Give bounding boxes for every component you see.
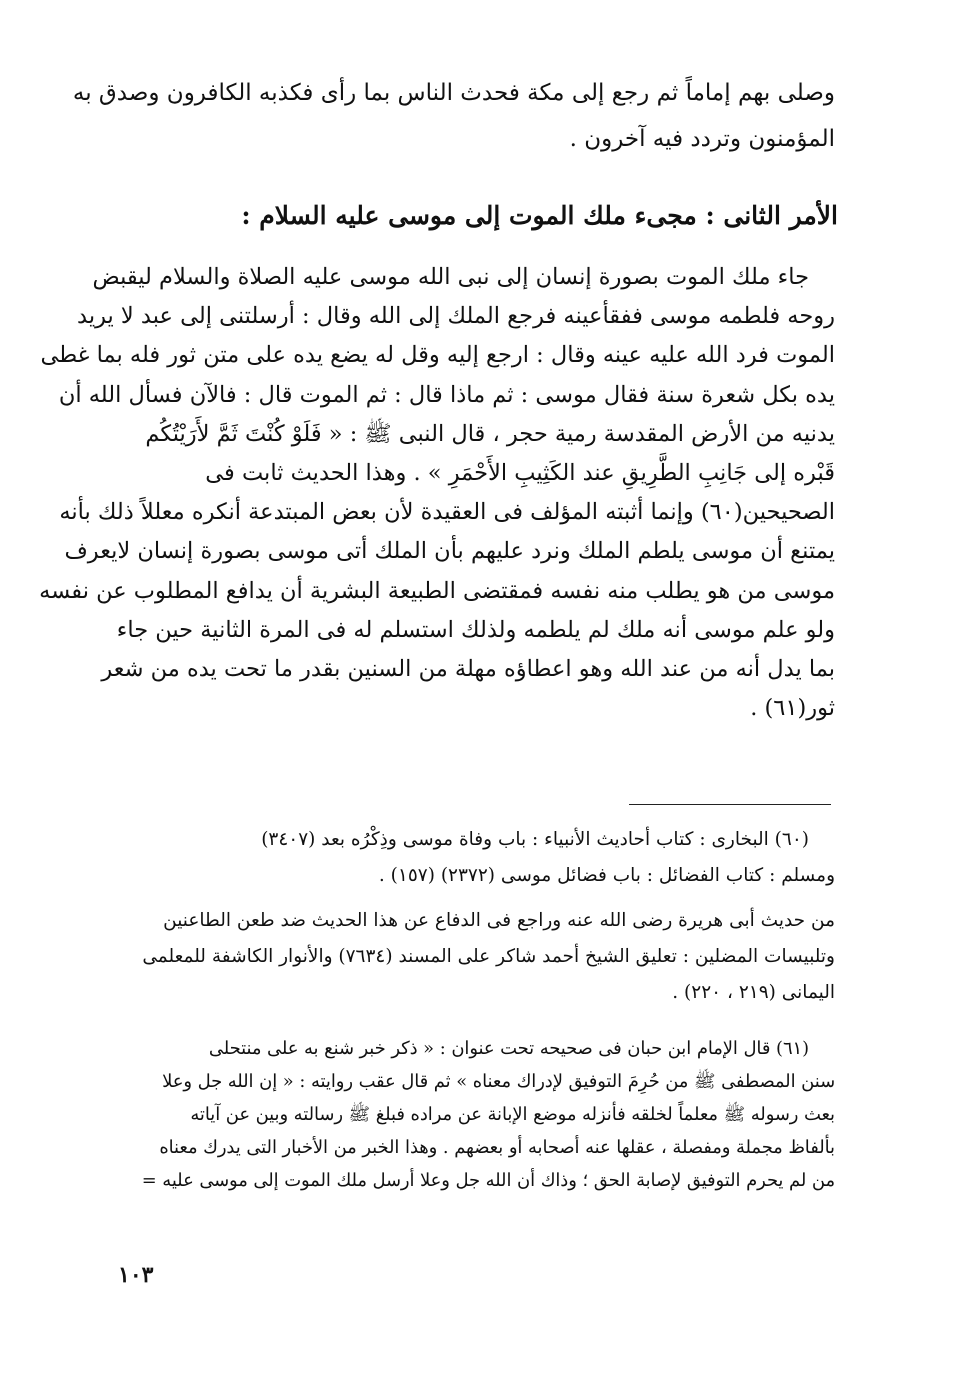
text-line: الموت فرد الله عليه عينه وقال : ارجع إليه وقل له يضع يده على متن ثور فله بما غطى [40, 342, 835, 369]
text-line: يمتنع أن موسى يلطم الملك ونرد عليهم بأن الملك أتى موسى بصورة إنسان لايعرف [64, 538, 835, 565]
footnote-60-continuation [120, 903, 835, 1011]
section-heading: الأمر الثانى : مجىء ملك الموت إلى موسى عليه السلام : [241, 201, 838, 230]
text-line: ثور(٦١) . [750, 695, 835, 722]
footnote-line: اليمانى (٢١٩ ، ٢٢٠) . [672, 982, 835, 1003]
page-number: ١٠٣ [118, 1262, 154, 1288]
text-line: يدنيه من الأرض المقدسة رمية حجر ، قال النبى ﷺ : « فَلَوْ كُنْتَ ثَمَّ لأَرَيْتُكُم [145, 420, 835, 447]
footnote-line: سنن المصطفى ﷺ من حُرِمَ التوفيق لإدراك معناه » ثم قال عقب روايته : « إن الله جل وعلا [162, 1071, 835, 1092]
footnote-line: من لم يحرم التوفيق لإصابة الحق ؛ وذاك أن الله جل وعلا أرسل ملك الموت إلى موسى عليه = [141, 1170, 835, 1191]
text-line: الصحيحين(٦٠) وإنما أثبته المؤلف فى العقيدة لأن بعض المبتدعة أنكره معللاً ذلك بأنه [59, 499, 835, 526]
footnote-line: ومسلم : كتاب الفضائل : باب فضائل موسى (٢٣٧٢) (١٥٧) . [378, 865, 835, 886]
footnote-separator [629, 804, 831, 805]
text-line: قَبْره إلى جَانِبِ الطَّرِيقِ عند الكَثِيبِ الأَحْمَرِ » . وهذا الحديث ثابت فى [205, 460, 835, 487]
text-line: موسى من هو يطلب منه نفسه فمقتضى الطبيعة البشرية أن يدافع المطلوب عن نفسه [39, 577, 835, 604]
footnote-line: (٦١) قال الإمام ابن حبان فى صحيحه تحت عنوان : « ذكر خبر شنع به على منتحلى [208, 1038, 809, 1059]
text-line: ولو علم موسى أنه ملك لم يلطمه ولذلك استسلم له فى المرة الثانية حين جاء [116, 616, 835, 643]
intro-paragraph [72, 70, 835, 162]
footnote-line: بعث رسوله ﷺ معلماً لخلقه فأنزله موضع الإبانة عن مراده فبلغ ﷺ رسالته وبين عن آياته [190, 1104, 835, 1125]
text-line: جاء ملك الموت بصورة إنسان إلى نبى الله موسى عليه الصلاة والسلام ليقبض [92, 264, 809, 290]
text-line: روحه فلطمه موسى ففقأعينه فرجع الملك إلى الله وقال : أرسلتنى إلى عبد لا يريد [77, 303, 835, 330]
text-line: بما يدل أنه من عند الله وهو اعطاؤه مهلة من السنين بقدر ما تحت يده من شعر [101, 656, 835, 683]
footnote-61 [120, 1032, 835, 1197]
footnote-line: (٦٠) البخارى : كتاب أحاديث الأنبياء : باب وفاة موسى وذِكْرُه بعد (٣٤٠٧) [261, 829, 809, 850]
text-line: وصلى بهم إماماً ثم رجع إلى مكة فحدث الناس بما رأى فكذبه الكافرون وصدق به [72, 80, 835, 106]
footnote-60 [120, 822, 835, 894]
footnote-line: من حديث أبى هريرة رضى الله عنه وراجع فى الدفاع عن هذا الحديث ضد طعن الطاعنين [163, 910, 835, 931]
body-paragraph [39, 258, 835, 728]
footnote-line: وتلبيسات المضلين : تعليق الشيخ أحمد شاكر على المسند (٧٦٣٤) والأنوار الكاشفة للمعلمى [142, 946, 835, 967]
footnote-line: بألفاظ مجملة ومفصلة ، عقلها عنه أصحابه أو بعضهم . وهذا الخبر من الأخبار التى يدرك معناه [159, 1137, 835, 1158]
text-line: يده بكل شعرة سنة فقال موسى : ثم ماذا قال : ثم الموت قال : فالآن فسأل الله أن [58, 381, 835, 408]
text-line: المؤمنون وتردد فيه آخرون . [569, 126, 835, 152]
